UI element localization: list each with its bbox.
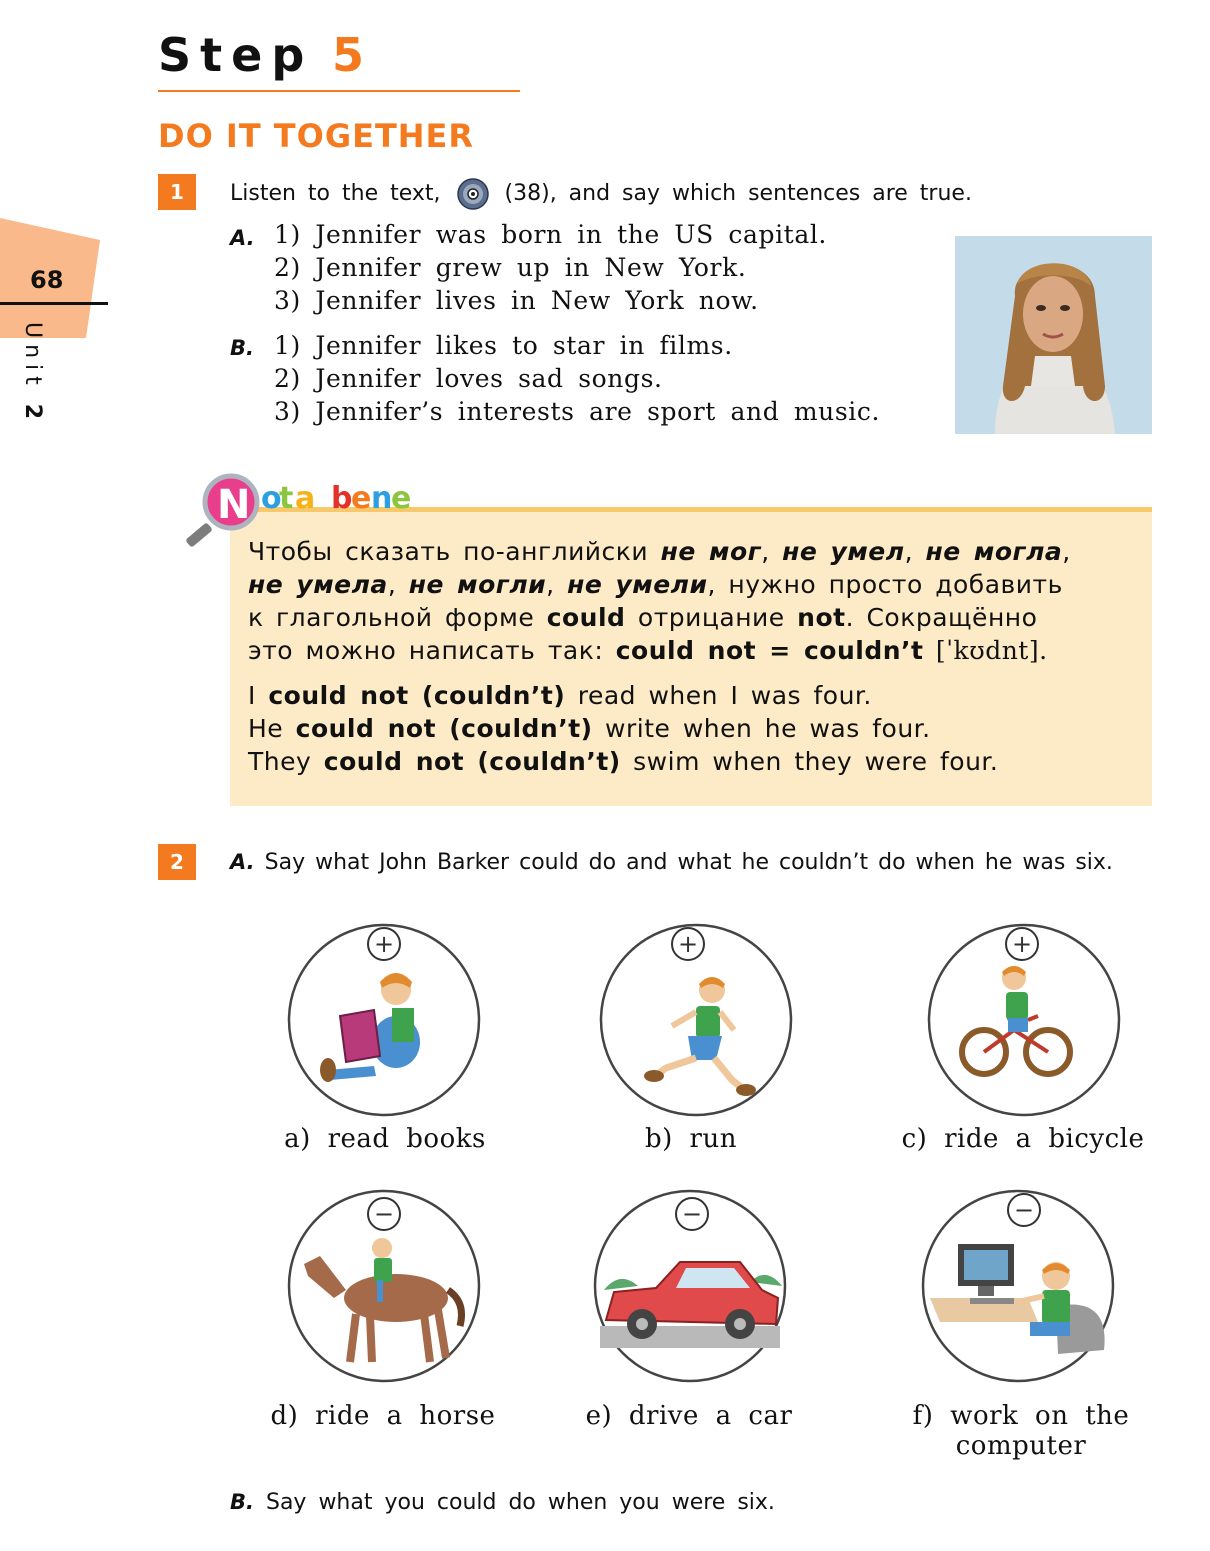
exercise-2b-instruction: B. Say what you could do when you were six. xyxy=(230,1490,775,1515)
group-a-label: A. xyxy=(230,226,255,250)
audio-cd-icon[interactable] xyxy=(457,178,489,210)
plus-sign: + xyxy=(1011,930,1033,958)
picture-ride-bicycle xyxy=(924,920,1124,1120)
group-a-item: 3) Jennifer lives in New York now. xyxy=(274,286,759,315)
nota-bene-example-2: He could not (couldn’t) write when he was four. xyxy=(248,714,931,743)
step-number: 5 xyxy=(332,28,365,82)
svg-text:n: n xyxy=(371,481,393,516)
group-a-item: 2) Jennifer grew up in New York. xyxy=(274,253,747,282)
nota-bene-line-4: это можно написать так: could not = couldn’t [ˈkʊdnt]. xyxy=(248,636,1048,665)
nota-bene-line-3: к глагольной форме could отрицание not. Сокращённо xyxy=(248,603,1038,632)
section-title: DO IT TOGETHER xyxy=(158,117,475,155)
group-a-item: 1) Jennifer was born in the US capital. xyxy=(274,220,827,249)
minus-sign: − xyxy=(681,1200,703,1228)
picture-run xyxy=(596,920,796,1120)
svg-text:o: o xyxy=(261,481,282,516)
svg-text:e: e xyxy=(351,481,372,516)
minus-sign: − xyxy=(373,1200,395,1228)
page-number: 68 xyxy=(30,266,64,294)
exercise-1-instruction: Listen to the text, (38), and say which sentences are true. xyxy=(230,178,972,210)
svg-text:e: e xyxy=(391,481,412,516)
group-b-item: 1) Jennifer likes to star in films. xyxy=(274,331,733,360)
caption-b: b) run xyxy=(645,1124,737,1154)
nota-bene-line-2: не умела, не могли, не умели, нужно просто добавить xyxy=(248,570,1063,599)
svg-text:b: b xyxy=(331,481,353,516)
step-word: Step xyxy=(158,28,314,82)
svg-text:a: a xyxy=(295,481,316,516)
nota-bene-example-3: They could not (couldn’t) swim when they were four. xyxy=(248,747,999,776)
page-number-rule xyxy=(0,302,108,305)
nota-bene-line-1: Чтобы сказать по-английски не мог, не умел, не могла, xyxy=(248,537,1071,566)
caption-a: a) read books xyxy=(284,1124,486,1154)
unit-label: Unit 2 xyxy=(20,322,45,426)
step-rule xyxy=(158,90,520,92)
nota-bene-example-1: I could not (couldn’t) read when I was four. xyxy=(248,681,872,710)
picture-drive-car xyxy=(590,1186,790,1386)
group-b-item: 2) Jennifer loves sad songs. xyxy=(274,364,663,393)
exercise-1-badge: 1 xyxy=(158,174,196,210)
caption-e: e) drive a car xyxy=(585,1401,793,1431)
plus-sign: + xyxy=(677,930,699,958)
picture-work-computer xyxy=(918,1186,1118,1386)
minus-sign: − xyxy=(1013,1196,1035,1224)
picture-ride-horse xyxy=(284,1186,484,1386)
exercise-2-badge: 2 xyxy=(158,844,196,880)
group-b-label: B. xyxy=(230,336,254,360)
jennifer-photo xyxy=(955,236,1152,434)
group-b-item: 3) Jennifer’s interests are sport and music. xyxy=(274,397,881,426)
caption-d: d) ride a horse xyxy=(270,1401,496,1431)
exercise-2a-instruction: A. Say what John Barker could do and what he couldn’t do when he was six. xyxy=(230,850,1113,875)
caption-f: f) work on the computer xyxy=(912,1401,1130,1461)
svg-text:t: t xyxy=(279,481,294,516)
plus-sign: + xyxy=(373,930,395,958)
caption-c: c) ride a bicycle xyxy=(901,1124,1145,1154)
picture-read-books xyxy=(284,920,484,1120)
svg-text:N: N xyxy=(217,482,251,528)
